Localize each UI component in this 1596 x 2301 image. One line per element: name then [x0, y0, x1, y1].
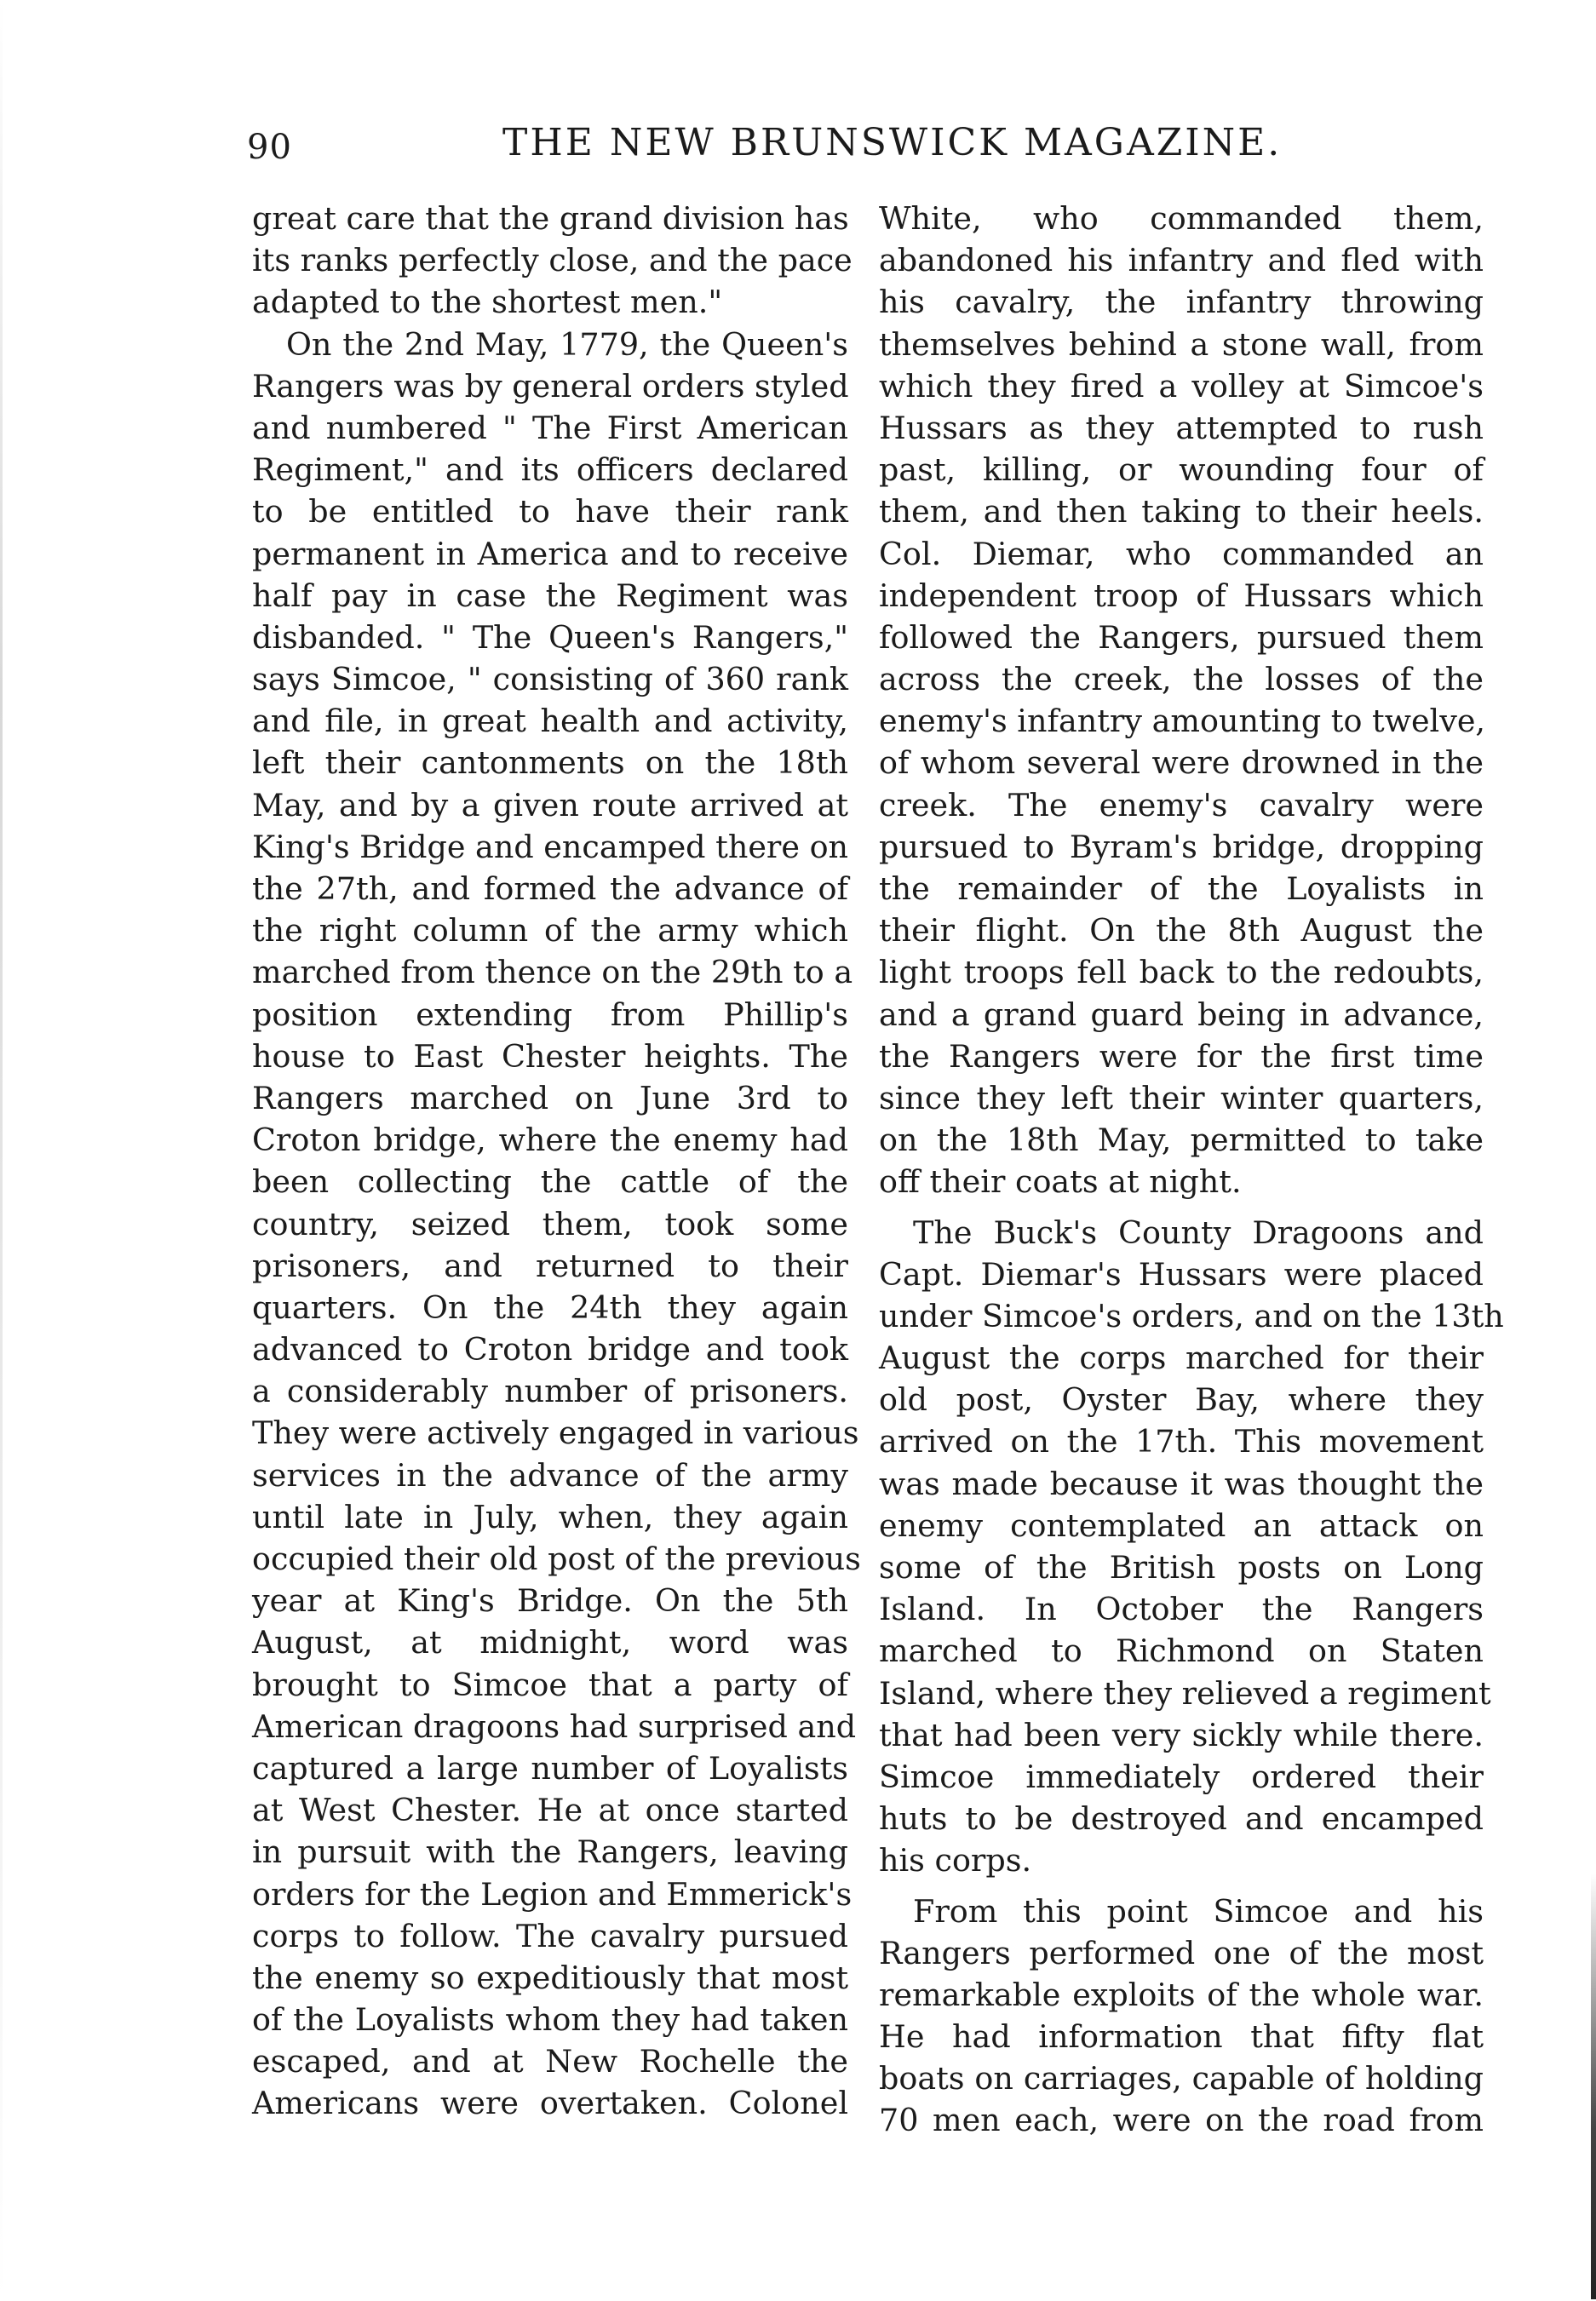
text-line: the right column of the army which [252, 912, 848, 950]
text-line: arrived on the 17th. This movement [879, 1423, 1484, 1460]
text-line: position extending from Phillip's [252, 996, 848, 1033]
text-line: says Simcoe, " consisting of 360 rank [252, 661, 848, 698]
text-line: permanent in America and to receive [252, 535, 848, 572]
text-line: orders for the Legion and Emmerick's [252, 1875, 853, 1913]
text-line: in pursuit with the Rangers, leaving [252, 1833, 848, 1871]
paragraph-gap [879, 1203, 1484, 1212]
text-line: his cavalry, the infantry throwing [879, 284, 1484, 321]
text-line: Simcoe immediately ordered their [879, 1758, 1484, 1795]
text-line: abandoned his infantry and fled with [879, 242, 1484, 279]
text-line: house to East Chester heights. The [252, 1037, 848, 1075]
text-line: and a grand guard being in advance, [879, 996, 1484, 1033]
text-line: Island. In October the Rangers [879, 1591, 1484, 1628]
text-line: left their cantonments on the 18th [252, 744, 848, 782]
text-line: of the Loyalists whom they had taken [252, 2001, 848, 2039]
text-line: followed the Rangers, pursued them [879, 618, 1484, 656]
text-line: Island, where they relieved a regiment [879, 1674, 1491, 1712]
text-line: of whom several were drowned in the [879, 744, 1484, 782]
text-line: its ranks perfectly close, and the pace [252, 242, 853, 279]
text-line: White, who commanded them, [879, 200, 1484, 237]
text-line: the Rangers were for the first time [879, 1037, 1484, 1075]
text-line: On the 2nd May, 1779, the Queen's [286, 325, 848, 363]
running-head: THE NEW BRUNSWICK MAGAZINE. [502, 121, 1283, 164]
text-line: Capt. Diemar's Hussars were placed [879, 1255, 1484, 1293]
text-line: Regiment," and its officers declared [252, 451, 848, 489]
page-header [247, 121, 1283, 175]
text-line: Rangers performed one of the most [879, 1934, 1484, 1971]
text-line: them, and then taking to their heels. [879, 493, 1484, 531]
text-line: his corps. [879, 1842, 1032, 1879]
text-line: past, killing, or wounding four of [879, 451, 1484, 489]
text-line: King's Bridge and encamped there on [252, 828, 849, 865]
text-line: which they fired a volley at Simcoe's [879, 367, 1484, 405]
text-line: huts to be destroyed and encamped [879, 1800, 1484, 1838]
text-line: They were actively engaged in various [252, 1414, 859, 1452]
text-line: enemy contemplated an attack on [879, 1506, 1484, 1544]
text-line: their flight. On the 8th August the [879, 912, 1484, 950]
text-line: and file, in great health and activity, [252, 703, 848, 740]
text-line: great care that the grand division has [252, 200, 849, 237]
text-line: themselves behind a stone wall, from [879, 325, 1484, 363]
text-line: some of the British posts on Long [879, 1549, 1484, 1586]
text-line: old post, Oyster Bay, where they [879, 1381, 1484, 1419]
text-line: a considerably number of prisoners. [252, 1373, 848, 1410]
paragraph-gap [879, 1882, 1484, 1891]
right-column [879, 198, 1504, 2142]
text-line: corps to follow. The cavalry pursued [252, 1917, 848, 1954]
text-line: since they left their winter quarters, [879, 1079, 1484, 1116]
text-line: Rangers marched on June 3rd to [252, 1079, 848, 1116]
text-line: was made because it was thought the [879, 1465, 1484, 1502]
text-line: quarters. On the 24th they again [252, 1288, 848, 1326]
text-line: enemy's infantry amounting to twelve, [879, 703, 1486, 740]
text-line: Rangers was by general orders styled [252, 367, 849, 405]
text-line: escaped, and at New Rochelle the [252, 2043, 848, 2080]
text-line: disbanded. " The Queen's Rangers," [252, 618, 848, 656]
text-line: Croton bridge, where the enemy had [252, 1122, 848, 1159]
text-line: on the 18th May, permitted to take [879, 1122, 1484, 1159]
text-line: August, at midnight, word was [252, 1624, 848, 1661]
scan-edge-left [0, 0, 3, 2301]
left-column [252, 198, 861, 2125]
text-line: August the corps marched for their [879, 1340, 1484, 1377]
text-line: prisoners, and returned to their [252, 1247, 848, 1284]
text-line: Americans were overtaken. Colonel [252, 2085, 848, 2122]
text-line: May, and by a given route arrived at [252, 786, 848, 823]
text-line: to be entitled to have their rank [252, 493, 848, 531]
text-line: across the creek, the losses of the [879, 661, 1484, 698]
text-line: independent troop of Hussars which [879, 577, 1484, 614]
text-line: boats on carriages, capable of holding [879, 2060, 1484, 2097]
text-line: From this point Simcoe and his [913, 1892, 1484, 1930]
text-line: American dragoons had surprised and [252, 1707, 857, 1745]
text-line: country, seized them, took some [252, 1205, 848, 1242]
text-line: the enemy so expeditiously that most [252, 1959, 848, 1996]
text-line: under Simcoe's orders, and on the 13th [879, 1297, 1504, 1334]
text-line: 70 men each, were on the road from [879, 2102, 1484, 2139]
text-line: Hussars as they attempted to rush [879, 409, 1484, 446]
text-line: marched to Richmond on Staten [879, 1633, 1484, 1670]
text-line: pursued to Byram's bridge, dropping [879, 828, 1484, 865]
text-line: year at King's Bridge. On the 5th [252, 1582, 848, 1620]
scan-edge-right [1591, 1874, 1596, 2299]
text-line: adapted to the shortest men." [252, 284, 723, 321]
text-line: remarkable exploits of the whole war. [879, 1976, 1484, 2013]
page-number: 90 [247, 128, 292, 167]
text-line: marched from thence on the 29th to a [252, 954, 853, 991]
text-line: creek. The enemy's cavalry were [879, 786, 1484, 823]
text-line: the remainder of the Loyalists in [879, 870, 1484, 907]
text-line: Col. Diemar, who commanded an [879, 535, 1484, 572]
text-line: brought to Simcoe that a party of [252, 1666, 848, 1703]
text-line: services in the advance of the army [252, 1456, 848, 1494]
text-line: light troops fell back to the redoubts, [879, 954, 1484, 991]
text-line: been collecting the cattle of the [252, 1163, 848, 1201]
text-line: until late in July, when, they again [252, 1498, 848, 1535]
text-line: advanced to Croton bridge and took [252, 1331, 848, 1369]
text-line: that had been very sickly while there. [879, 1716, 1484, 1753]
text-line: He had information that fifty flat [879, 2018, 1484, 2056]
text-line: half pay in case the Regiment was [252, 577, 848, 614]
text-line: The Buck's County Dragoons and [913, 1214, 1484, 1251]
text-line: the 27th, and formed the advance of [252, 870, 848, 907]
text-line: at West Chester. He at once started [252, 1792, 848, 1829]
text-line: captured a large number of Loyalists [252, 1749, 848, 1787]
text-line: off their coats at night. [879, 1163, 1242, 1201]
text-line: occupied their old post of the previous [252, 1541, 861, 1577]
text-line: and numbered " The First American [252, 409, 848, 446]
